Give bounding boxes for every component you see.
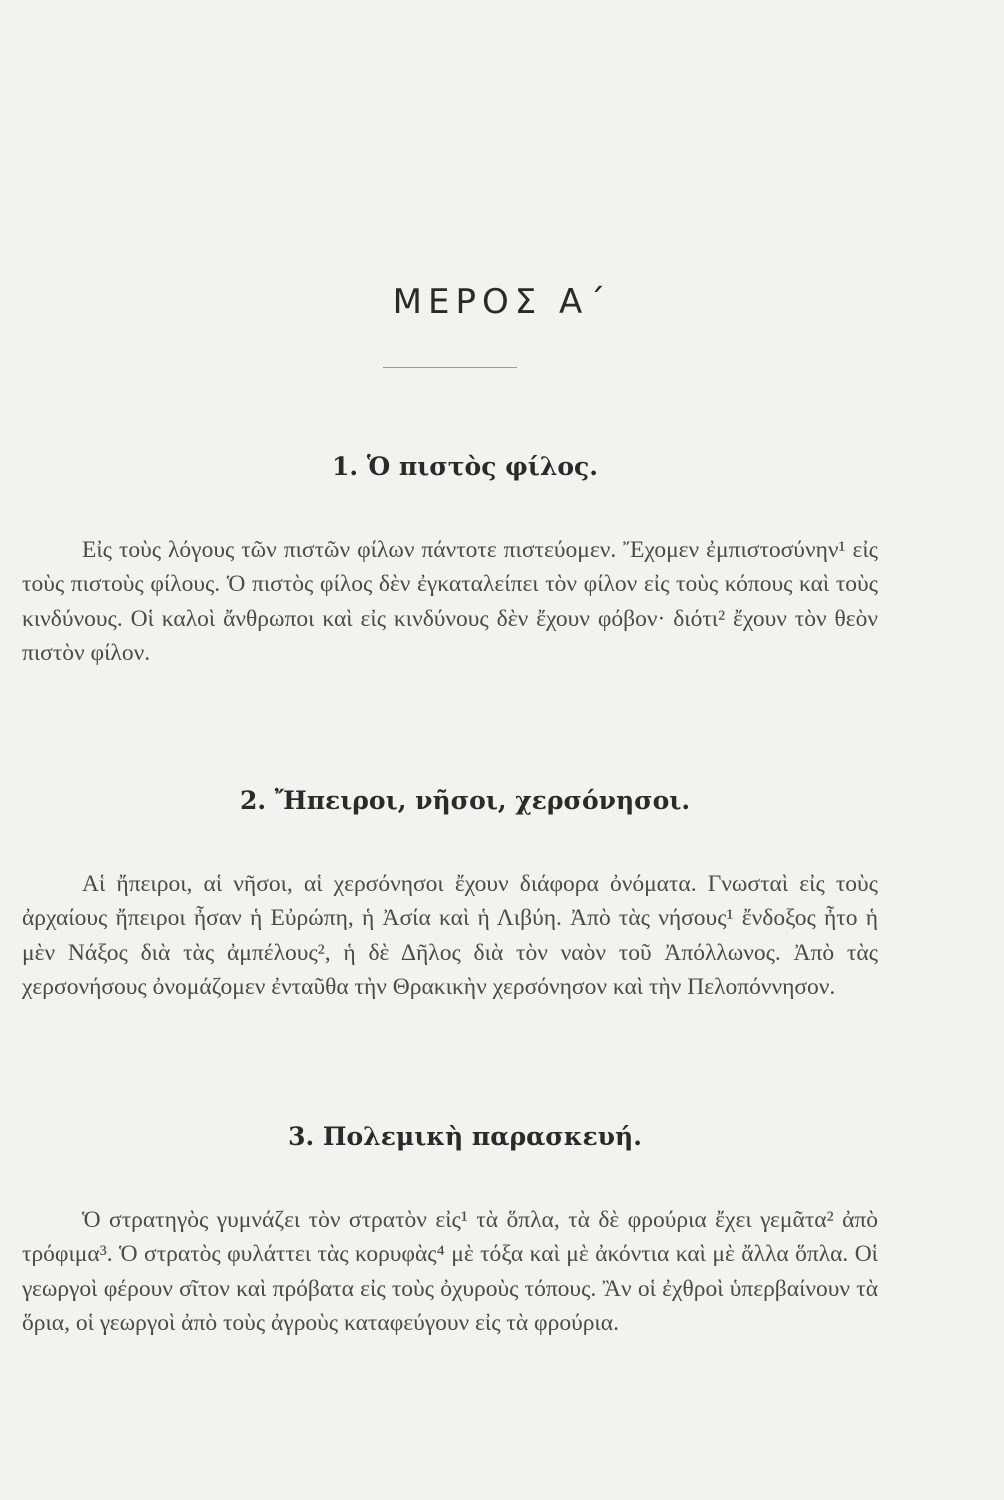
- section-heading: 1. Ὁ πιστὸς φίλος.: [332, 452, 598, 481]
- section-paragraph: Ὁ στρατηγὸς γυμνάζει τὸν στρατὸν εἰς¹ τὰ ὅπλα, τὰ δὲ φρούρια ἔχει γεμᾶτα² ἀπὸ τρόφιμα³. Ὁ στρατὸς φυλάττει τὰς κορυφὰς⁴ μὲ τόξα καὶ μὲ ἀκόντια καὶ μὲ ἄλλα ὅπλα. Οἱ γεωργοὶ φέρουν σῖτον καὶ πρόβατα εἰς τοὺς ὀχυροὺς τόπους. Ἂν οἱ ἐχθροὶ ὑπερβαίνουν τὰ ὅρια, οἱ γεωργοὶ ἀπὸ τοὺς ἀγροὺς καταφεύγουν εἰς τὰ φρούρια.: [22, 1207, 878, 1337]
- section-2: [22, 786, 878, 1005]
- section-1: [22, 452, 878, 671]
- section-heading: 2. Ἤπειροι, νῆσοι, χερσόνησοι.: [239, 786, 691, 815]
- section-3: [22, 1122, 878, 1341]
- section-paragraph: Εἰς τοὺς λόγους τῶν πιστῶν φίλων πάντοτε πιστεύομεν. Ἔχομεν ἐμπιστοσύνην¹ εἰς τοὺς πιστοὺς φίλους. Ὁ πιστὸς φίλος δὲν ἐγκαταλείπει τὸν φίλον εἰς τοὺς κόπους καὶ τοὺς κινδύνους. Οἱ καλοὶ ἄνθρωποι καὶ εἰς κινδύνους δὲν ἔχουν φόβον· διότι² ἔχουν τὸν θεὸν πιστὸν φίλον.: [22, 537, 878, 667]
- part-title: ΜΕΡΟΣ Α΄: [392, 282, 612, 322]
- title-divider: [383, 367, 517, 368]
- section-heading: 3. Πολεμικὴ παρασκευή.: [288, 1122, 642, 1151]
- section-paragraph: Αἱ ἤπειροι, αἱ νῆσοι, αἱ χερσόνησοι ἔχουν διάφορα ὀνόματα. Γνωσταὶ εἰς τοὺς ἀρχαίους ἤπειροι ἦσαν ἡ Εὐρώπη, ἡ Ἀσία καὶ ἡ Λιβύη. Ἀπὸ τὰς νήσους¹ ἔνδοξος ἦτο ἡ μὲν Νάξος διὰ τὰς ἀμπέλους², ἡ δὲ Δῆλος διὰ τὸν ναὸν τοῦ Ἀπόλλωνος. Ἀπὸ τὰς χερσονήσους ὀνομάζομεν ἐνταῦθα τὴν Θρακικὴν χερσόνησον καὶ τὴν Πελοπόννησον.: [22, 871, 878, 1001]
